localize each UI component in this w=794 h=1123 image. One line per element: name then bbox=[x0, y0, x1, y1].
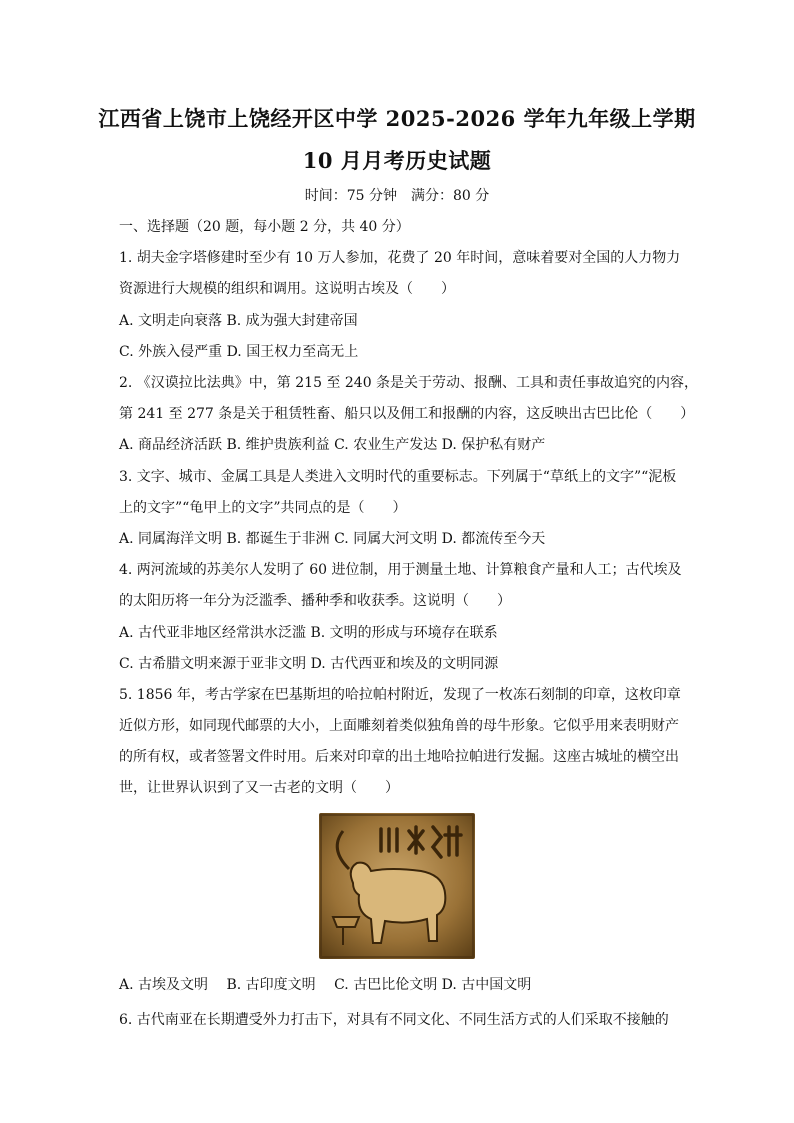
harappan-seal-image bbox=[319, 813, 475, 959]
question-stem: 3. 文字、城市、金属工具是人类进入文明时代的重要标志。下列属于“草纸上的文字”“泥板 bbox=[119, 469, 677, 485]
exam-meta: 时间：75 分钟 满分：80 分 bbox=[304, 188, 490, 204]
question-stem: 1. 胡夫金字塔修建时至少有 10 万人参加，花费了 20 年时间，意味着要对全国的人力物力 bbox=[119, 250, 681, 266]
exam-title-line1: 江西省上饶市上饶经开区中学 2025-2026 学年九年级上学期 bbox=[98, 106, 696, 131]
question-stem: 的所有权，或者签署文件时用。后来对印章的出土地哈拉帕进行发掘。这座古城址的横空出 bbox=[119, 749, 679, 765]
question-stem: 2. 《汉谟拉比法典》中，第 215 至 240 条是关于劳动、报酬、工具和责任事故追究的内容， bbox=[119, 375, 699, 391]
question-stem: 5. 1856 年，考古学家在巴基斯坦的哈拉帕村附近，发现了一枚冻石刻制的印章，这枚印章 bbox=[119, 687, 681, 703]
exam-title-line2: 10 月月考历史试题 bbox=[302, 148, 492, 173]
question-options: A. 同属海洋文明 B. 都诞生于非洲 C. 同属大河文明 D. 都流传至今天 bbox=[119, 531, 546, 547]
question-stem: 6. 古代南亚在长期遭受外力打击下，对具有不同文化、不同生活方式的人们采取不接触的 bbox=[119, 1012, 669, 1028]
question-options: C. 外族入侵严重 D. 国王权力至高无上 bbox=[119, 344, 359, 360]
question-options: C. 古希腊文明来源于亚非文明 D. 古代西亚和埃及的文明同源 bbox=[119, 656, 499, 672]
section-heading: 一、选择题（20 题，每小题 2 分，共 40 分） bbox=[119, 219, 410, 235]
question-stem: 上的文字”“龟甲上的文字”共同点的是（ ） bbox=[119, 500, 407, 516]
question-stem: 世，让世界认识到了又一古老的文明（ ） bbox=[119, 780, 399, 796]
question-stem: 4. 两河流域的苏美尔人发明了 60 进位制，用于测量土地、计算粮食产量和人工；古代埃及 bbox=[119, 562, 682, 578]
question-options: A. 古埃及文明 B. 古印度文明 C. 古巴比伦文明 D. 古中国文明 bbox=[119, 977, 532, 993]
question-stem: 第 241 至 277 条是关于租赁牲畜、船只以及佣工和报酬的内容，这反映出古巴比伦（ ） bbox=[119, 406, 695, 422]
question-stem: 资源进行大规模的组织和调用。这说明古埃及（ ） bbox=[119, 281, 455, 297]
question-options: A. 古代亚非地区经常洪水泛滥 B. 文明的形成与环境存在联系 bbox=[119, 625, 498, 641]
question-stem: 的太阳历将一年分为泛滥季、播种季和收获季。这说明（ ） bbox=[119, 593, 511, 609]
question-options: A. 商品经济活跃 B. 维护贵族利益 C. 农业生产发达 D. 保护私有财产 bbox=[119, 437, 546, 453]
question-stem: 近似方形，如同现代邮票的大小，上面雕刻着类似独角兽的母牛形象。它似乎用来表明财产 bbox=[119, 718, 679, 734]
question-options: A. 文明走向衰落 B. 成为强大封建帝国 bbox=[119, 313, 358, 329]
